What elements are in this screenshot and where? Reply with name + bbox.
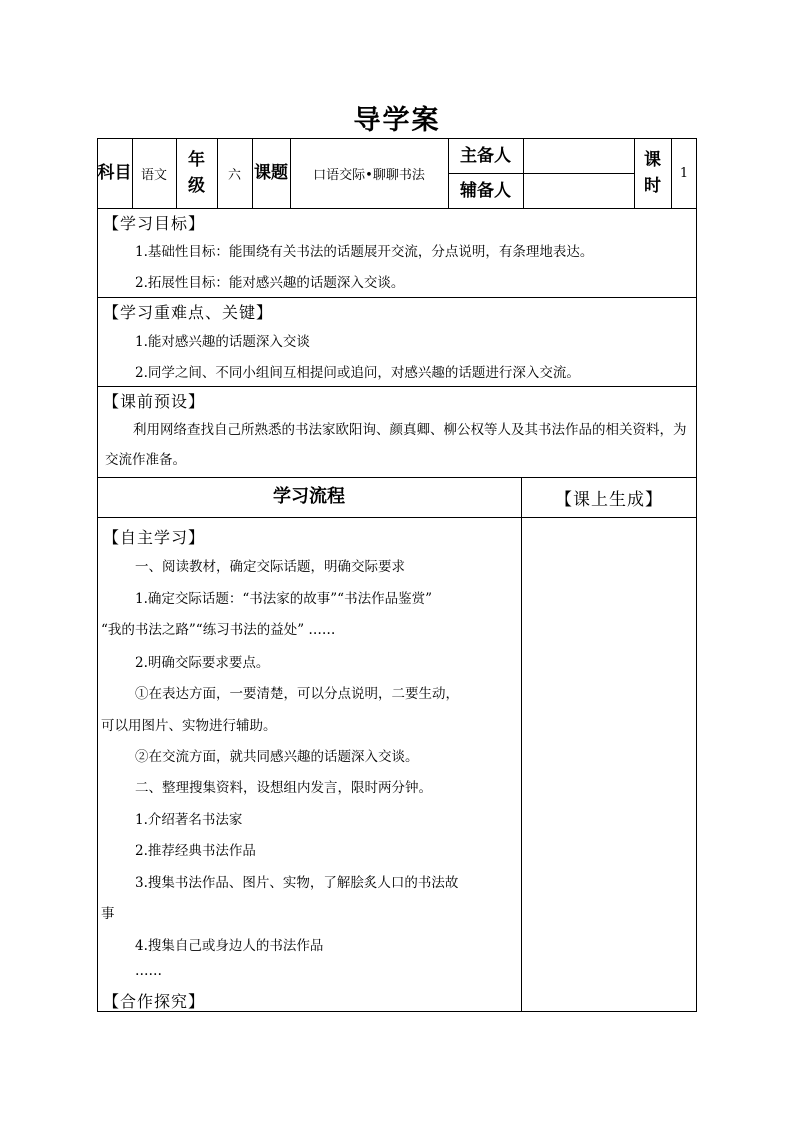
assistant-preparer-label: 辅备人 <box>460 180 511 201</box>
process-line: ①在表达方面，一要清楚，可以分点说明，二要生动， <box>135 686 459 702</box>
process-line: 1.介绍著名书法家 <box>135 812 243 828</box>
preview-heading: 【课前预设】 <box>103 392 206 411</box>
process-line: 一、阅读教材，确定交际话题，明确交际要求 <box>135 559 405 575</box>
periods-value: 1 <box>679 165 689 181</box>
process-line: 3.搜集书法作品、图片、实物，了解脍炙人口的书法故 <box>135 875 459 891</box>
grade-value: 六 <box>227 167 241 183</box>
page-title: 导学案 <box>353 105 441 136</box>
lead-preparer-value <box>523 138 634 173</box>
subject-label: 科目 <box>97 163 132 183</box>
objective-item: 1.基础性目标：能围绕有关书法的话题展开交流，分点说明，有条理地表达。 <box>135 244 594 260</box>
process-line: …… <box>135 963 162 979</box>
process-line: “我的书法之路”“练习书法的益处” …… <box>101 622 336 638</box>
in-class-heading: 【课上生成】 <box>555 489 663 510</box>
process-line: ②在交流方面，就共同感兴趣的话题深入交谈。 <box>135 749 419 765</box>
topic-label: 课题 <box>254 163 288 183</box>
grade-label: 年级 <box>188 150 205 196</box>
periods-label: 课时 <box>644 150 661 196</box>
topic-value: 口语交际•聊聊书法 <box>313 167 425 183</box>
assistant-preparer-value <box>523 173 634 208</box>
lesson-plan-table <box>97 138 697 1012</box>
key-points-heading: 【学习重难点、关键】 <box>103 303 274 322</box>
self-study-heading: 【自主学习】 <box>103 528 206 547</box>
key-point-item: 2.同学之间、不同小组间互相提问或追问，对感兴趣的话题进行深入交流。 <box>135 365 580 381</box>
process-line: 2.明确交际要求要点。 <box>135 655 270 671</box>
process-heading: 学习流程 <box>273 486 345 507</box>
subject-value: 语文 <box>140 167 167 183</box>
process-line: 二、整理搜集资料，设想组内发言，限时两分钟。 <box>135 780 432 796</box>
lead-preparer-label: 主备人 <box>460 145 511 166</box>
objectives-heading: 【学习目标】 <box>103 214 206 233</box>
key-point-item: 1.能对感兴趣的话题深入交谈 <box>135 334 310 350</box>
process-line: 4.搜集自己或身边人的书法作品 <box>135 938 324 954</box>
objective-item: 2.拓展性目标：能对感兴趣的话题深入交谈。 <box>135 275 405 291</box>
process-line: 可以用图片、实物进行辅助。 <box>101 718 277 734</box>
process-line: 2.推荐经典书法作品 <box>135 843 256 859</box>
process-line: 1.确定交际话题：“书法家的故事”“书法作品鉴赏” <box>135 591 432 607</box>
process-line: 事 <box>101 906 115 922</box>
cooperative-heading: 【合作探究】 <box>103 992 206 1011</box>
preview-text: 利用网络查找自己所熟悉的书法家欧阳询、颜真卿、柳公权等人及其书法作品的相关资料，为交流作准备。 <box>105 422 687 468</box>
